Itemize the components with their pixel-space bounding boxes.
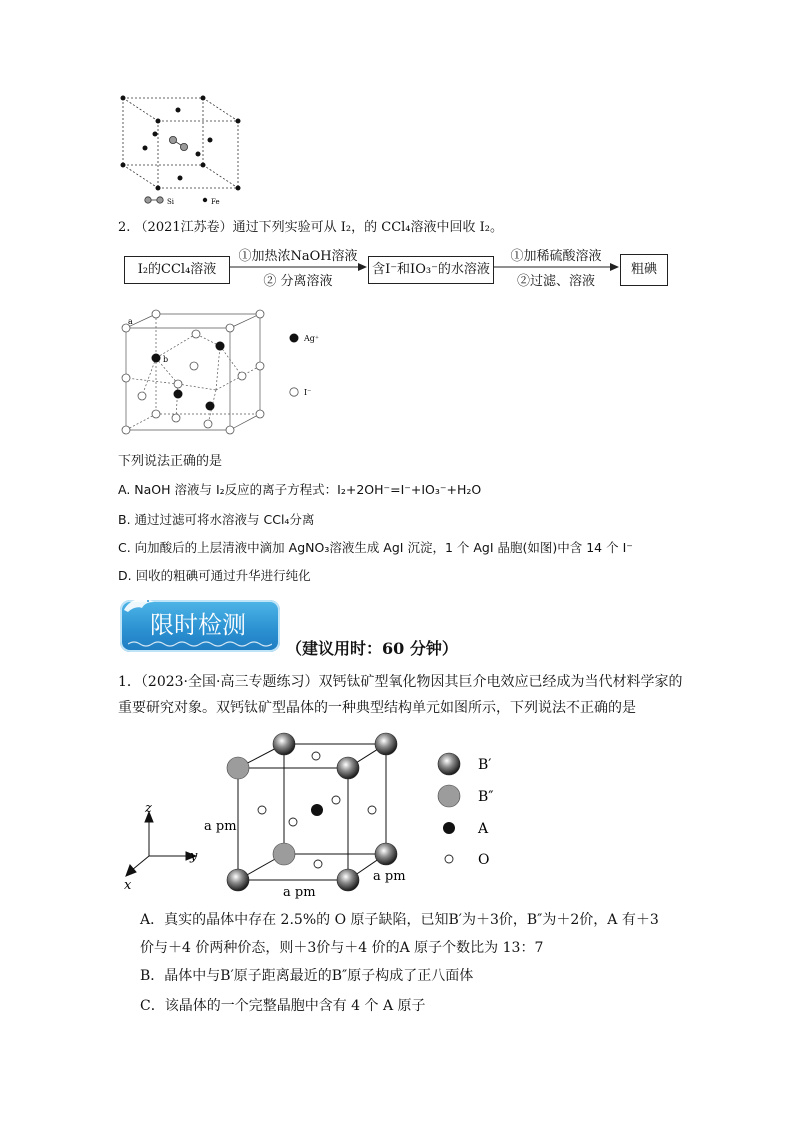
dim-left-label: a pm [204, 819, 237, 834]
flow-box-end [620, 254, 668, 286]
q3-line1-text: （2023·全国·高三专题练习）双钙钛矿型氧化物因其巨介电效应已经成为当代材料学家的 [140, 674, 683, 690]
fe-legend-label: Fe [211, 198, 220, 206]
q2-number: 2. [118, 220, 131, 235]
q3-number: 1． [118, 674, 141, 690]
flow-box-end-label: 粗碘 [630, 262, 657, 277]
axis-x-label: x [124, 878, 132, 893]
iodine-recovery-flowchart [118, 250, 678, 298]
legend-b-double-prime-label: B″ [478, 789, 494, 805]
lattice-label-a: a [128, 317, 133, 326]
q2-source: （2021江苏卷） [134, 220, 233, 235]
flow-arrow-2 [494, 262, 620, 272]
flow-box-middle-label: 含I⁻和IO₃⁻的水溶液 [372, 262, 490, 277]
flow-box-start-label: I₂的CCl₄溶液 [137, 262, 217, 277]
q2-question: 下列说法正确的是 [118, 454, 223, 469]
q2-option-c: C. 向加酸后的上层清液中滴加 AgNO₃溶液生成 AgI 沉淀，1 个 AgI 晶胞(如图)中含 14 个 I⁻ [118, 540, 633, 555]
q3-stem-line2: 重要研究对象。双钙钛矿型晶体的一种典型结构单元如图所示，下列说法不正确的是 [118, 700, 636, 716]
section-badge [120, 600, 280, 652]
q2-option-d: D. 回收的粗碘可通过升华进行纯化 [118, 568, 311, 583]
agi-lattice-figure [116, 306, 326, 440]
axis-y-label: y [190, 849, 198, 864]
fe-si-crystal-figure [110, 88, 250, 210]
q2-option-b: B. 通过过滤可将水溶液与 CCl₄分离 [118, 512, 315, 527]
flow-box-start [124, 256, 230, 284]
dim-right-label: a pm [373, 869, 406, 884]
legend-o-label: O [478, 852, 490, 868]
q2-stem-text: 通过下列实验可从 I₂，的 CCl₄溶液中回收 I₂。 [232, 220, 503, 235]
q3-option-b: B．晶体中与B′原子距离最近的B″原子构成了正八面体 [140, 968, 474, 984]
si-legend-label: Si [167, 198, 175, 206]
legend-a-label: A [478, 821, 489, 837]
q2-stem [118, 218, 503, 238]
time-hint: （建议用时：60 分钟） [286, 639, 458, 658]
flow-box-middle [368, 256, 494, 284]
q3-option-a-line1: A．真实的晶体中存在 2.5%的 O 原子缺陷，已知B′为＋3价，B″为＋2价，A 有＋3 [140, 912, 659, 928]
wave-decoration-icon [128, 640, 272, 648]
legend-i-label: I⁻ [304, 388, 312, 397]
flow-arrow-1 [230, 262, 368, 272]
section-title: 限时检测 [150, 611, 246, 639]
flow-step1-top: ①加热浓NaOH溶液 [238, 249, 358, 264]
q3-option-c: C．该晶体的一个完整晶胞中含有 4 个 A 原子 [140, 998, 426, 1014]
double-perovskite-figure [118, 724, 538, 900]
legend-ag-label: Ag⁺ [304, 334, 320, 343]
flow-step2-top: ①加稀硫酸溶液 [510, 249, 602, 264]
q2-option-a: A. NaOH 溶液与 I₂反应的离子方程式：I₂+2OH⁻=I⁻+IO₃⁻+H₂O [118, 482, 482, 497]
q3-option-a-line2: 价与＋4 价两种价态，则＋3价与＋4 价的A 原子个数比为 13：7 [140, 940, 544, 956]
q3-stem-line1 [118, 671, 682, 693]
lattice-label-b: b [163, 355, 169, 364]
flow-step1-bottom: ② 分离溶液 [263, 274, 333, 289]
dim-bottom-label: a pm [283, 885, 316, 900]
axis-z-label: z [145, 801, 152, 816]
flow-step2-bottom: ②过滤、溶液 [516, 274, 595, 289]
legend-b-prime-label: B′ [478, 757, 492, 773]
